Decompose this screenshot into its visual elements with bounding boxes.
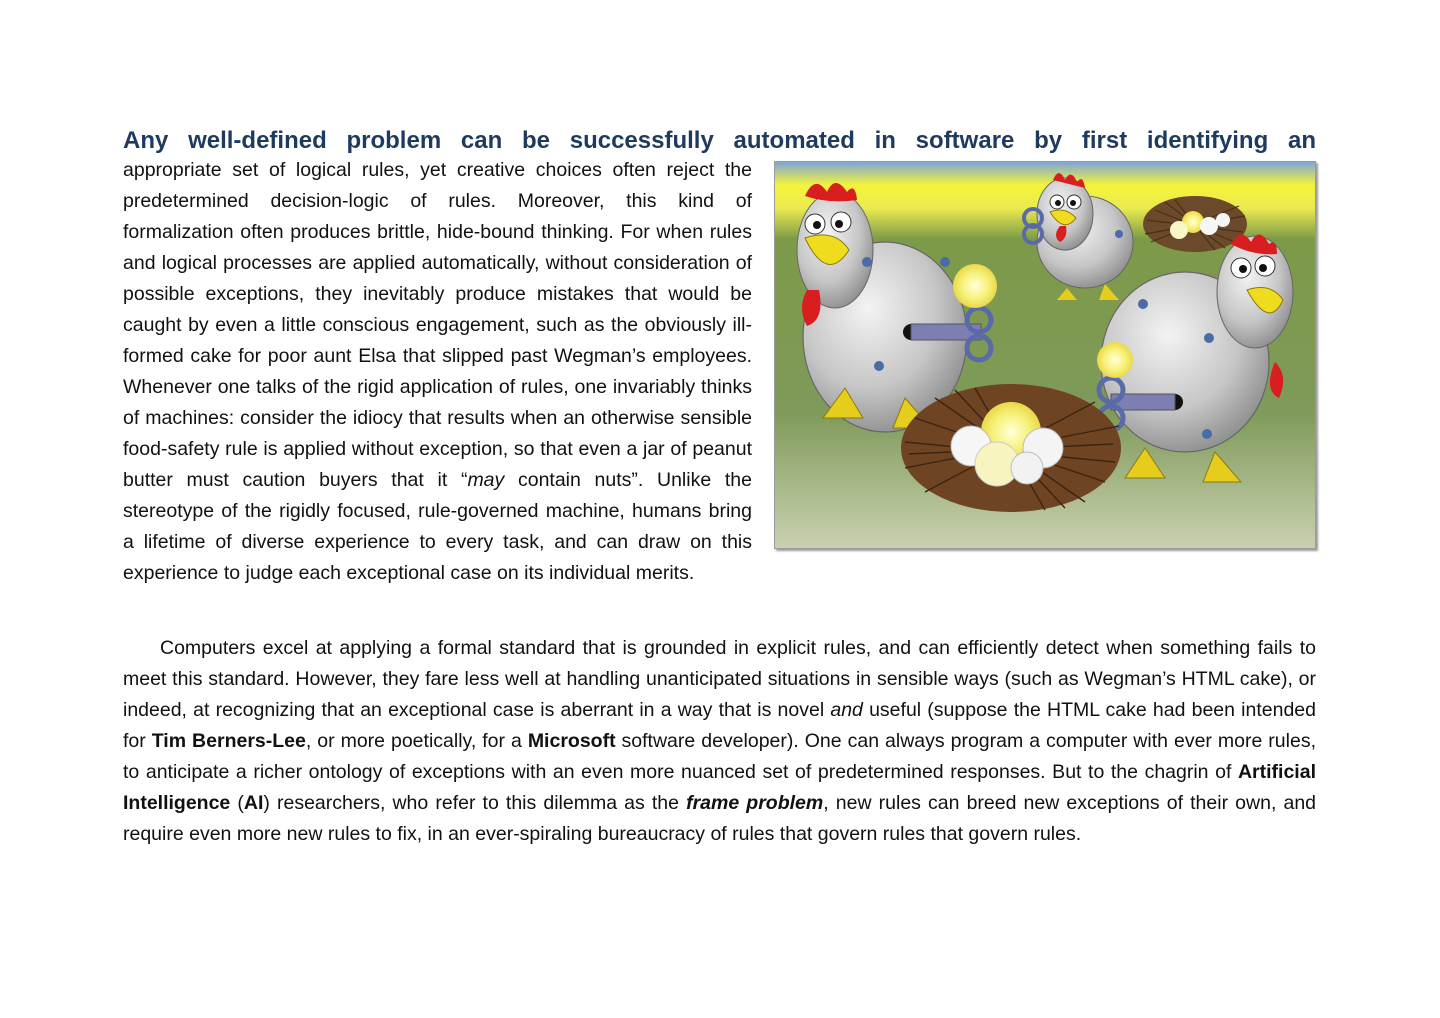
nest-front bbox=[901, 384, 1121, 512]
p2-text-7: , new rules can breed new exceptions of their own, and require even more new rules to fix, in an ever-spiraling bureaucracy of rules that govern rules that govern rules. bbox=[123, 792, 1317, 845]
p2-text-3: , or more poetically, for a bbox=[305, 730, 528, 752]
term-artificial-intelligence: Artificial Intelligence bbox=[123, 761, 1316, 814]
term-tim-berners-lee: Tim Berners-Lee bbox=[151, 730, 306, 752]
p2-text-2: useful (suppose the HTML cake had been intended for bbox=[123, 699, 1316, 752]
p2-text-1: Computers excel at applying a formal standard that is grounded in explicit rules, and can efficiently detect when something fails to meet this standard. However, they fare less well at handling unanticipated situations in sensible ways (such as Wegman’s HTML cake), or indeed, at recognizing that an exceptional case is aberrant in a way that is novel bbox=[123, 637, 1316, 721]
p2-text-6: ) researchers, who refer to this dilemma as the bbox=[263, 792, 687, 814]
emphasis-and: and bbox=[830, 699, 863, 721]
paragraph-1 bbox=[123, 124, 1316, 589]
term-frame-problem: frame problem bbox=[686, 792, 824, 814]
illustration-svg bbox=[775, 162, 1315, 548]
paragraph-1-text: appropriate set of logical rules, yet creative choices often reject the predetermined decision-logic of rules. Moreover, this kind of formalization often produces brittle, hide-bound thinking. For when rules and logical processes are applied automatically, without consideration of possible exceptions, they inevitably produce mistakes that would be caught by even a little conscious engagement, such as the obviously ill-formed cake for poor aunt Elsa that slipped past Wegman’s employees. Whenever one talks of the rigid application of rules, one invariably thinks of machines: consider the idiocy that results when an otherwise sensible food-safety rule is applied without exception, so that even a jar of peanut butter must caution buyers that it “ bbox=[123, 159, 752, 491]
robot-hens-illustration bbox=[774, 161, 1316, 549]
p2-text-5: ( bbox=[230, 792, 244, 814]
paragraph-1-text-end: contain nuts”. Unlike the stereotype of the rigidly focused, rule-governed machine, humans bring a lifetime of diverse experience to every task, and can draw on this experience to judge each exceptional case on its individual merits. bbox=[123, 469, 752, 584]
lead-sentence: Any well-defined problem can be successfully automated in software by first identifying an bbox=[123, 127, 1316, 154]
term-microsoft: Microsoft bbox=[527, 730, 616, 752]
term-ai: AI bbox=[243, 792, 264, 814]
emphasis-may: may bbox=[467, 469, 505, 491]
paragraph-2 bbox=[123, 633, 1316, 850]
p2-text-4: software developer). One can always program a computer with ever more rules, to anticipate a richer ontology of exceptions with an even more nuanced set of predetermined responses. But to the chagrin of bbox=[123, 730, 1316, 783]
